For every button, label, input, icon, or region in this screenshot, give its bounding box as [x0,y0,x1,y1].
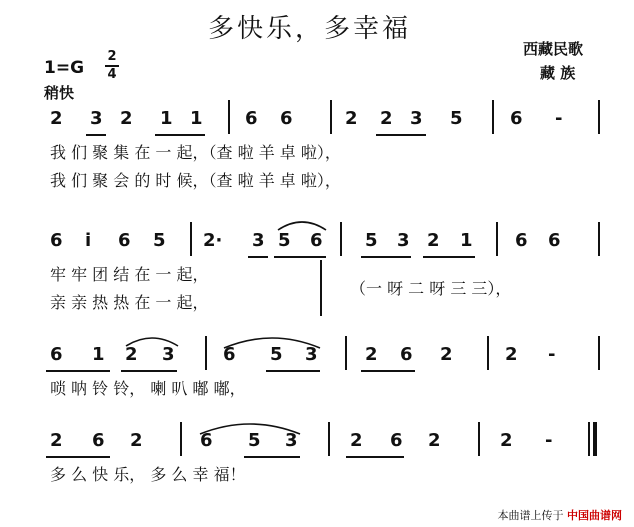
staff-row-2 [0,218,634,318]
note: i [85,230,92,251]
note: 5 [278,230,291,251]
note: 5 [153,230,166,251]
time-signature [105,50,119,82]
barline [598,100,600,134]
note: 2 [380,108,393,129]
footer-credit [498,507,623,523]
note: 2 [350,430,363,451]
note: 6 [245,108,258,129]
barline [598,336,600,370]
note: 5 [450,108,463,129]
barline [598,222,600,256]
slur [198,420,302,436]
underline [244,456,300,458]
note: 5 [270,344,283,365]
note: 6 [223,344,236,365]
note: 1 [160,108,173,129]
note: 2 [427,230,440,251]
note: 2 [365,344,378,365]
verse-bracket [320,260,322,316]
note: 6 [200,430,213,451]
site-logo: 中国曲谱网 [567,509,622,522]
note: 3 [90,108,103,129]
slur [222,334,322,350]
underline [376,134,426,136]
footer-text: 本曲谱上传于 [497,509,564,522]
note: 2 [120,108,133,129]
note: 2 [50,430,63,451]
underline [266,370,320,372]
underline [361,370,415,372]
underline [155,134,205,136]
barline [328,422,330,456]
underline [274,256,326,258]
note: 6 [510,108,523,129]
note: - [545,430,553,451]
note: 6 [310,230,323,251]
underline [248,256,268,258]
note: 6 [400,344,413,365]
barline [228,100,230,134]
note: 2 [500,430,513,451]
lyric-verse-1: 我 们 聚 集 在 一 起，（查 啦 羊 卓 啦）， [50,143,341,162]
note: 2 [428,430,441,451]
note: 3 [305,344,318,365]
time-signature-bottom: 4 [107,67,117,82]
note: 1 [460,230,473,251]
note: 2 [440,344,453,365]
barline [478,422,480,456]
underline [361,256,411,258]
key-signature: 1=G [44,58,85,78]
note: 3 [162,344,175,365]
barline [492,100,494,134]
note: - [548,344,556,365]
note: 2 [345,108,358,129]
barline [340,222,342,256]
underline [423,256,475,258]
note: 3 [410,108,423,129]
staff-row-3 [0,332,634,402]
song-ethnicity: 藏 族 [540,64,576,82]
staff-row-1 [0,100,634,200]
note: 1 [190,108,203,129]
lyric-verse-1: 唢 呐 铃 铃， 喇 叭 嘟 嘟， [50,379,246,398]
note: 5 [248,430,261,451]
final-barline-thin [588,422,590,456]
tempo-marking: 稍快 [44,84,75,102]
song-title: 多快乐，多幸福 [208,14,412,44]
underline [346,456,404,458]
song-origin: 西藏民歌 [523,40,584,58]
staff-row-4 [0,418,634,488]
slur [276,218,328,232]
note: 3 [397,230,410,251]
barline [190,222,192,256]
barline [345,336,347,370]
barline [180,422,182,456]
underline [121,370,177,372]
lyric-verse-2: 亲 亲 热 热 在 一 起， [50,293,209,312]
note: 2 [130,430,143,451]
note: 2 [505,344,518,365]
note: 6 [548,230,561,251]
barline [496,222,498,256]
barline [330,100,332,134]
note: 6 [280,108,293,129]
time-signature-top: 2 [107,49,117,64]
note: 1 [92,344,105,365]
note: 6 [92,430,105,451]
note: 3 [285,430,298,451]
slur [124,334,180,348]
note: 6 [50,344,63,365]
lyric-verse-1: 牢 牢 团 结 在 一 起， [50,265,209,284]
barline [487,336,489,370]
note: 2 [50,108,63,129]
underline [46,456,110,458]
lyric-refrain: （一 呀 二 呀 三 三）， [350,279,512,298]
note: 2· [203,230,223,251]
underline [86,134,106,136]
note: 2 [125,344,138,365]
note: 3 [252,230,265,251]
note: 6 [118,230,131,251]
lyric-verse-1: 多 么 快 乐， 多 么 幸 福！ [50,465,246,484]
barline [205,336,207,370]
note: 6 [515,230,528,251]
underline [46,370,110,372]
note: - [555,108,563,129]
note: 6 [390,430,403,451]
final-barline-thick [593,422,597,456]
note: 6 [50,230,63,251]
lyric-verse-2: 我 们 聚 会 的 时 候，（查 啦 羊 卓 啦）， [50,171,341,190]
note: 5 [365,230,378,251]
